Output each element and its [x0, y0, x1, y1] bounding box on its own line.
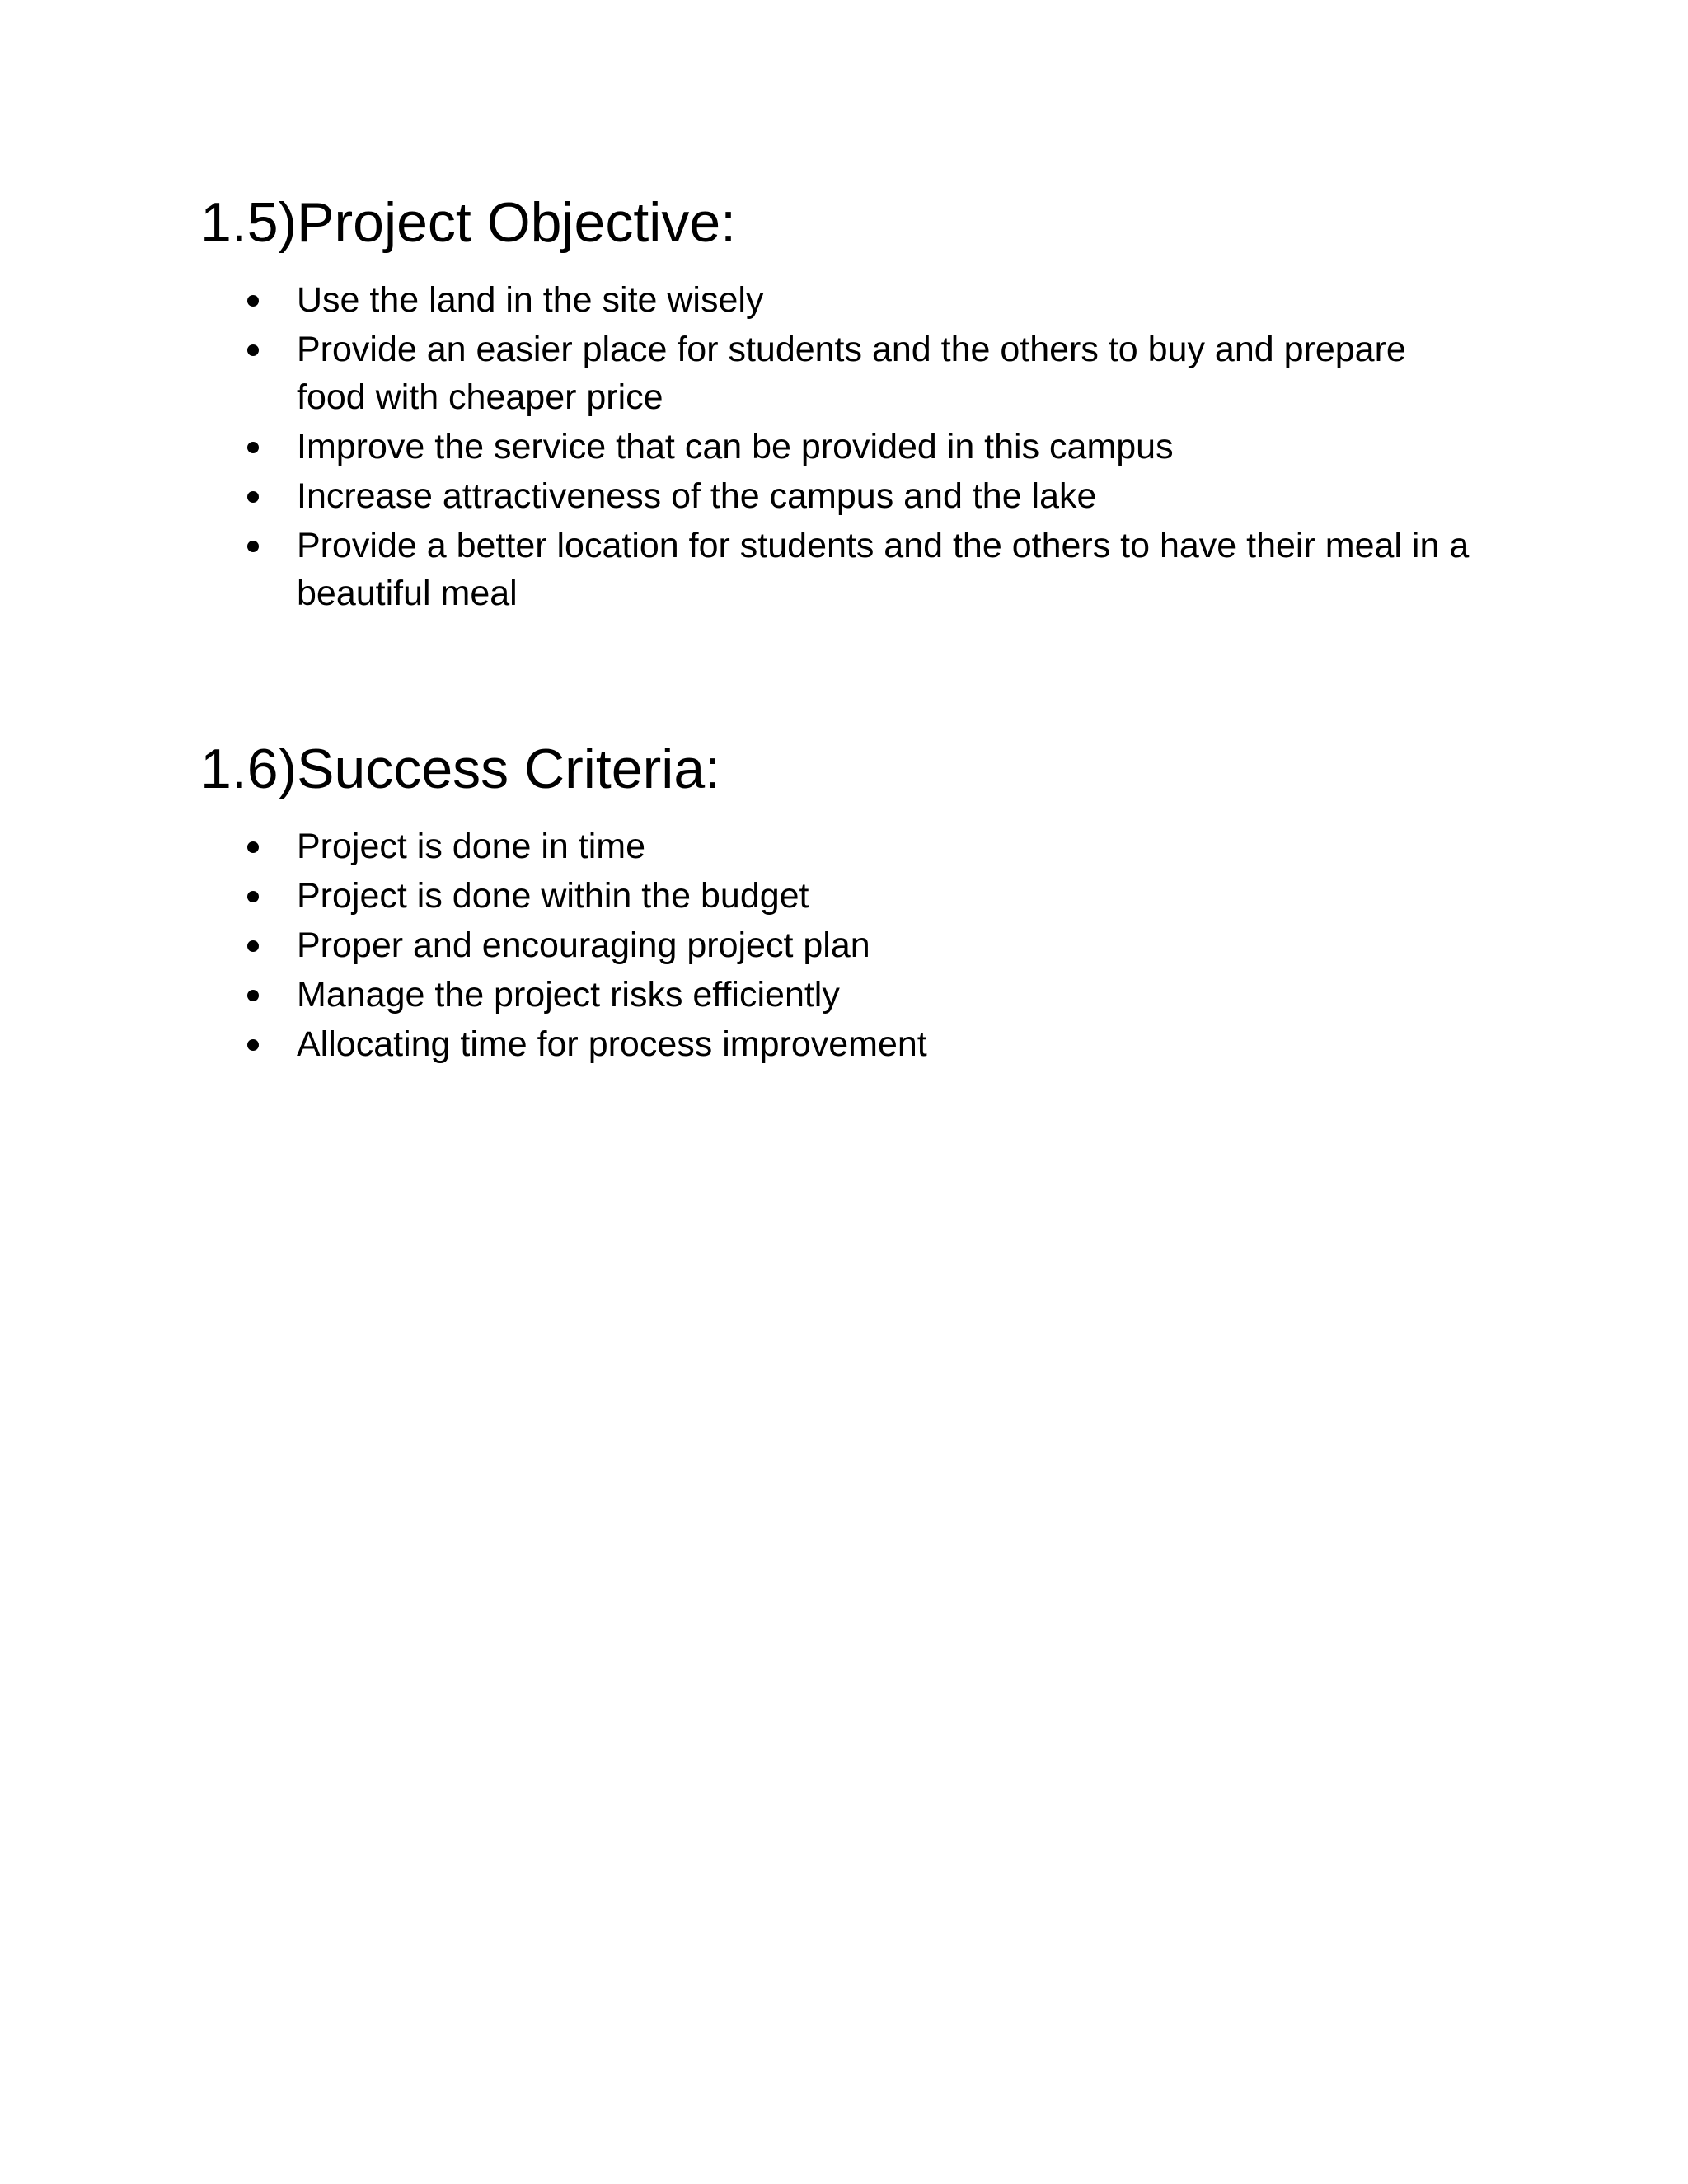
bullet-icon	[247, 442, 259, 453]
list-item-text: Use the land in the site wisely	[297, 280, 764, 320]
list-item-text: Provide an easier place for students and the others to buy and prepare food with cheaper price	[297, 330, 1406, 417]
bullet-icon	[247, 841, 259, 853]
bullet-icon	[247, 344, 259, 356]
bullet-icon	[247, 295, 259, 307]
list-item	[200, 471, 1519, 521]
list-item	[200, 822, 1519, 871]
bullet-icon	[247, 541, 259, 552]
list-item-text: Improve the service that can be provided in this campus	[297, 427, 1174, 466]
list-item-text: Increase attractiveness of the campus and the lake	[297, 476, 1097, 516]
list-item-text: Provide a better location for students and the others to have their meal in a beautiful meal	[297, 526, 1470, 613]
list-item	[200, 521, 1519, 618]
bullet-icon	[247, 1039, 259, 1051]
list-item	[200, 275, 1519, 325]
bullet-icon	[247, 891, 259, 902]
section-project-objective	[200, 190, 1519, 618]
list-item	[200, 970, 1519, 1019]
bullet-list	[200, 275, 1519, 618]
bullet-icon	[247, 990, 259, 1001]
list-item	[200, 422, 1519, 471]
list-item	[200, 871, 1519, 921]
section-heading: 1.5)Project Objective:	[200, 191, 737, 254]
list-item	[200, 1019, 1519, 1069]
bullet-icon	[247, 491, 259, 503]
list-item-text: Project is done in time	[297, 827, 646, 866]
list-item	[200, 921, 1519, 970]
bullet-list	[200, 822, 1519, 1069]
bullet-icon	[247, 940, 259, 952]
list-item-text: Proper and encouraging project plan	[297, 926, 870, 965]
list-item	[200, 325, 1519, 422]
section-success-criteria	[200, 736, 1519, 1069]
list-item-text: Manage the project risks efficiently	[297, 975, 840, 1015]
list-item-text: Allocating time for process improvement	[297, 1024, 927, 1064]
section-heading: 1.6)Success Criteria:	[200, 738, 721, 800]
list-item-text: Project is done within the budget	[297, 876, 809, 916]
